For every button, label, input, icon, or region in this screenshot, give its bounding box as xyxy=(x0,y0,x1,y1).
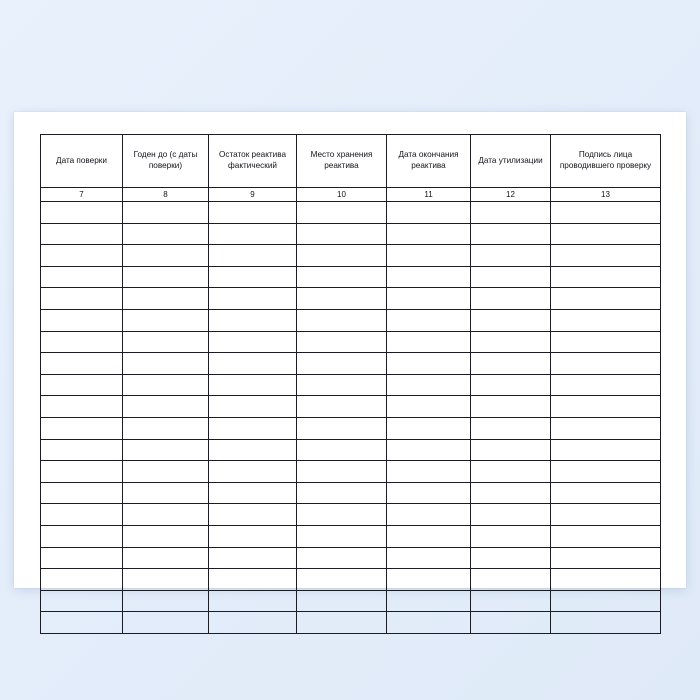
table-cell[interactable] xyxy=(387,504,471,526)
table-cell[interactable] xyxy=(471,525,551,547)
table-cell[interactable] xyxy=(471,223,551,245)
column-header-mesto-hraneniya: Место хранения реактива xyxy=(297,135,387,188)
table-cell[interactable] xyxy=(471,417,551,439)
table-cell[interactable] xyxy=(123,245,209,267)
table-cell[interactable] xyxy=(471,461,551,483)
table-row xyxy=(41,223,661,245)
table-cell[interactable] xyxy=(297,202,387,224)
table-cell[interactable] xyxy=(297,223,387,245)
table-cell[interactable] xyxy=(387,266,471,288)
table-cell[interactable] xyxy=(123,223,209,245)
table-cell[interactable] xyxy=(297,288,387,310)
table-cell[interactable] xyxy=(471,374,551,396)
table-cell[interactable] xyxy=(551,309,661,331)
table-cell[interactable] xyxy=(41,461,123,483)
column-header-data-utilizacii: Дата утилизации xyxy=(471,135,551,188)
table-cell[interactable] xyxy=(209,612,297,634)
table-cell[interactable] xyxy=(387,309,471,331)
table-cell[interactable] xyxy=(551,223,661,245)
table-cell[interactable] xyxy=(41,396,123,418)
column-number-13: 13 xyxy=(551,188,661,202)
table-row xyxy=(41,525,661,547)
table-cell[interactable] xyxy=(471,590,551,612)
table-cell[interactable] xyxy=(209,439,297,461)
table-cell[interactable] xyxy=(551,461,661,483)
table-cell[interactable] xyxy=(123,331,209,353)
table-cell[interactable] xyxy=(297,612,387,634)
table-cell[interactable] xyxy=(297,374,387,396)
column-number-10: 10 xyxy=(297,188,387,202)
table-cell[interactable] xyxy=(551,353,661,375)
column-number-11: 11 xyxy=(387,188,471,202)
table-cell[interactable] xyxy=(551,202,661,224)
table-cell[interactable] xyxy=(209,461,297,483)
table-row xyxy=(41,288,661,310)
table-cell[interactable] xyxy=(123,417,209,439)
table-container xyxy=(40,134,660,634)
table-cell[interactable] xyxy=(209,547,297,569)
table-body xyxy=(41,202,661,634)
table-cell[interactable] xyxy=(41,266,123,288)
table-cell[interactable] xyxy=(387,547,471,569)
table-cell[interactable] xyxy=(209,331,297,353)
table-cell[interactable] xyxy=(471,504,551,526)
table-cell[interactable] xyxy=(471,353,551,375)
table-cell[interactable] xyxy=(297,245,387,267)
table-cell[interactable] xyxy=(41,504,123,526)
table-cell[interactable] xyxy=(123,202,209,224)
table-cell[interactable] xyxy=(297,309,387,331)
table-cell[interactable] xyxy=(387,223,471,245)
table-cell[interactable] xyxy=(123,461,209,483)
table-cell[interactable] xyxy=(41,569,123,591)
register-table xyxy=(40,134,661,634)
table-cell[interactable] xyxy=(123,525,209,547)
table-cell[interactable] xyxy=(123,396,209,418)
table-cell[interactable] xyxy=(297,396,387,418)
table-cell[interactable] xyxy=(209,396,297,418)
table-cell[interactable] xyxy=(471,439,551,461)
table-cell[interactable] xyxy=(551,569,661,591)
table-cell[interactable] xyxy=(471,202,551,224)
paper-sheet xyxy=(14,112,686,588)
table-cell[interactable] xyxy=(297,331,387,353)
table-cell[interactable] xyxy=(551,439,661,461)
table-cell[interactable] xyxy=(387,417,471,439)
table-cell[interactable] xyxy=(209,590,297,612)
table-cell[interactable] xyxy=(297,461,387,483)
table-cell[interactable] xyxy=(209,374,297,396)
table-cell[interactable] xyxy=(387,396,471,418)
table-cell[interactable] xyxy=(471,482,551,504)
table-cell[interactable] xyxy=(123,374,209,396)
table-cell[interactable] xyxy=(123,439,209,461)
table-cell[interactable] xyxy=(297,547,387,569)
table-cell[interactable] xyxy=(209,245,297,267)
table-cell[interactable] xyxy=(41,331,123,353)
table-row xyxy=(41,569,661,591)
table-cell[interactable] xyxy=(471,331,551,353)
table-cell[interactable] xyxy=(551,612,661,634)
table-cell[interactable] xyxy=(551,245,661,267)
column-header-podpis-lica: Подпись лица проводившего проверку xyxy=(551,135,661,188)
table-cell[interactable] xyxy=(209,309,297,331)
table-cell[interactable] xyxy=(551,547,661,569)
table-cell[interactable] xyxy=(551,590,661,612)
table-cell[interactable] xyxy=(551,525,661,547)
table-cell[interactable] xyxy=(471,612,551,634)
table-cell[interactable] xyxy=(41,417,123,439)
table-cell[interactable] xyxy=(471,288,551,310)
table-cell[interactable] xyxy=(551,266,661,288)
table-cell[interactable] xyxy=(123,309,209,331)
table-cell[interactable] xyxy=(387,439,471,461)
table-cell[interactable] xyxy=(551,504,661,526)
table-row xyxy=(41,439,661,461)
table-row xyxy=(41,245,661,267)
table-cell[interactable] xyxy=(41,612,123,634)
table-cell[interactable] xyxy=(41,547,123,569)
table-row xyxy=(41,374,661,396)
table-cell[interactable] xyxy=(41,223,123,245)
table-cell[interactable] xyxy=(297,569,387,591)
table-row xyxy=(41,202,661,224)
table-cell[interactable] xyxy=(123,353,209,375)
table-row xyxy=(41,482,661,504)
table-cell[interactable] xyxy=(297,525,387,547)
table-cell[interactable] xyxy=(551,374,661,396)
column-header-data-okonchaniya: Дата окончания реактива xyxy=(387,135,471,188)
table-cell[interactable] xyxy=(387,374,471,396)
table-cell[interactable] xyxy=(123,590,209,612)
table-row xyxy=(41,309,661,331)
table-cell[interactable] xyxy=(387,288,471,310)
column-header-date-poverki: Дата поверки xyxy=(41,135,123,188)
table-cell[interactable] xyxy=(471,266,551,288)
table-cell[interactable] xyxy=(297,504,387,526)
table-cell[interactable] xyxy=(41,525,123,547)
table-cell[interactable] xyxy=(209,525,297,547)
table-cell[interactable] xyxy=(387,612,471,634)
table-cell[interactable] xyxy=(297,353,387,375)
table-row xyxy=(41,353,661,375)
table-cell[interactable] xyxy=(209,288,297,310)
table-cell[interactable] xyxy=(123,288,209,310)
table-header xyxy=(41,135,661,202)
table-cell[interactable] xyxy=(387,461,471,483)
table-cell[interactable] xyxy=(471,396,551,418)
table-cell[interactable] xyxy=(387,202,471,224)
table-row xyxy=(41,504,661,526)
column-header-ostatok-reaktiva: Остаток реактива фактический xyxy=(209,135,297,188)
table-cell[interactable] xyxy=(41,590,123,612)
header-row xyxy=(41,135,661,188)
table-cell[interactable] xyxy=(387,482,471,504)
table-cell[interactable] xyxy=(551,331,661,353)
table-cell[interactable] xyxy=(123,569,209,591)
table-cell[interactable] xyxy=(123,504,209,526)
table-cell[interactable] xyxy=(41,245,123,267)
table-cell[interactable] xyxy=(387,331,471,353)
table-cell[interactable] xyxy=(471,309,551,331)
table-cell[interactable] xyxy=(471,547,551,569)
table-cell[interactable] xyxy=(551,417,661,439)
table-cell[interactable] xyxy=(387,590,471,612)
table-row xyxy=(41,266,661,288)
table-row xyxy=(41,547,661,569)
table-cell[interactable] xyxy=(123,266,209,288)
table-cell[interactable] xyxy=(387,569,471,591)
table-cell[interactable] xyxy=(41,374,123,396)
column-number-8: 8 xyxy=(123,188,209,202)
table-row xyxy=(41,590,661,612)
table-row xyxy=(41,461,661,483)
column-number-row xyxy=(41,188,661,202)
table-cell[interactable] xyxy=(209,417,297,439)
table-cell[interactable] xyxy=(209,266,297,288)
table-cell[interactable] xyxy=(551,482,661,504)
table-cell[interactable] xyxy=(297,590,387,612)
table-cell[interactable] xyxy=(209,202,297,224)
table-cell[interactable] xyxy=(41,309,123,331)
table-cell[interactable] xyxy=(209,504,297,526)
table-cell[interactable] xyxy=(123,482,209,504)
table-cell[interactable] xyxy=(209,353,297,375)
table-cell[interactable] xyxy=(387,353,471,375)
table-cell[interactable] xyxy=(41,202,123,224)
table-cell[interactable] xyxy=(41,482,123,504)
table-row xyxy=(41,612,661,634)
table-cell[interactable] xyxy=(209,569,297,591)
table-cell[interactable] xyxy=(471,569,551,591)
table-cell[interactable] xyxy=(297,482,387,504)
table-row xyxy=(41,396,661,418)
table-cell[interactable] xyxy=(297,439,387,461)
table-cell[interactable] xyxy=(387,245,471,267)
table-cell[interactable] xyxy=(297,417,387,439)
column-header-goden-do: Годен до (с даты поверки) xyxy=(123,135,209,188)
table-row xyxy=(41,417,661,439)
column-number-9: 9 xyxy=(209,188,297,202)
column-number-7: 7 xyxy=(41,188,123,202)
table-cell[interactable] xyxy=(297,266,387,288)
table-cell[interactable] xyxy=(209,223,297,245)
table-cell[interactable] xyxy=(123,547,209,569)
table-cell[interactable] xyxy=(387,525,471,547)
table-cell[interactable] xyxy=(123,612,209,634)
table-cell[interactable] xyxy=(41,288,123,310)
table-cell[interactable] xyxy=(41,439,123,461)
table-row xyxy=(41,331,661,353)
table-cell[interactable] xyxy=(209,482,297,504)
table-cell[interactable] xyxy=(41,353,123,375)
column-number-12: 12 xyxy=(471,188,551,202)
table-cell[interactable] xyxy=(471,245,551,267)
table-cell[interactable] xyxy=(551,396,661,418)
table-cell[interactable] xyxy=(551,288,661,310)
